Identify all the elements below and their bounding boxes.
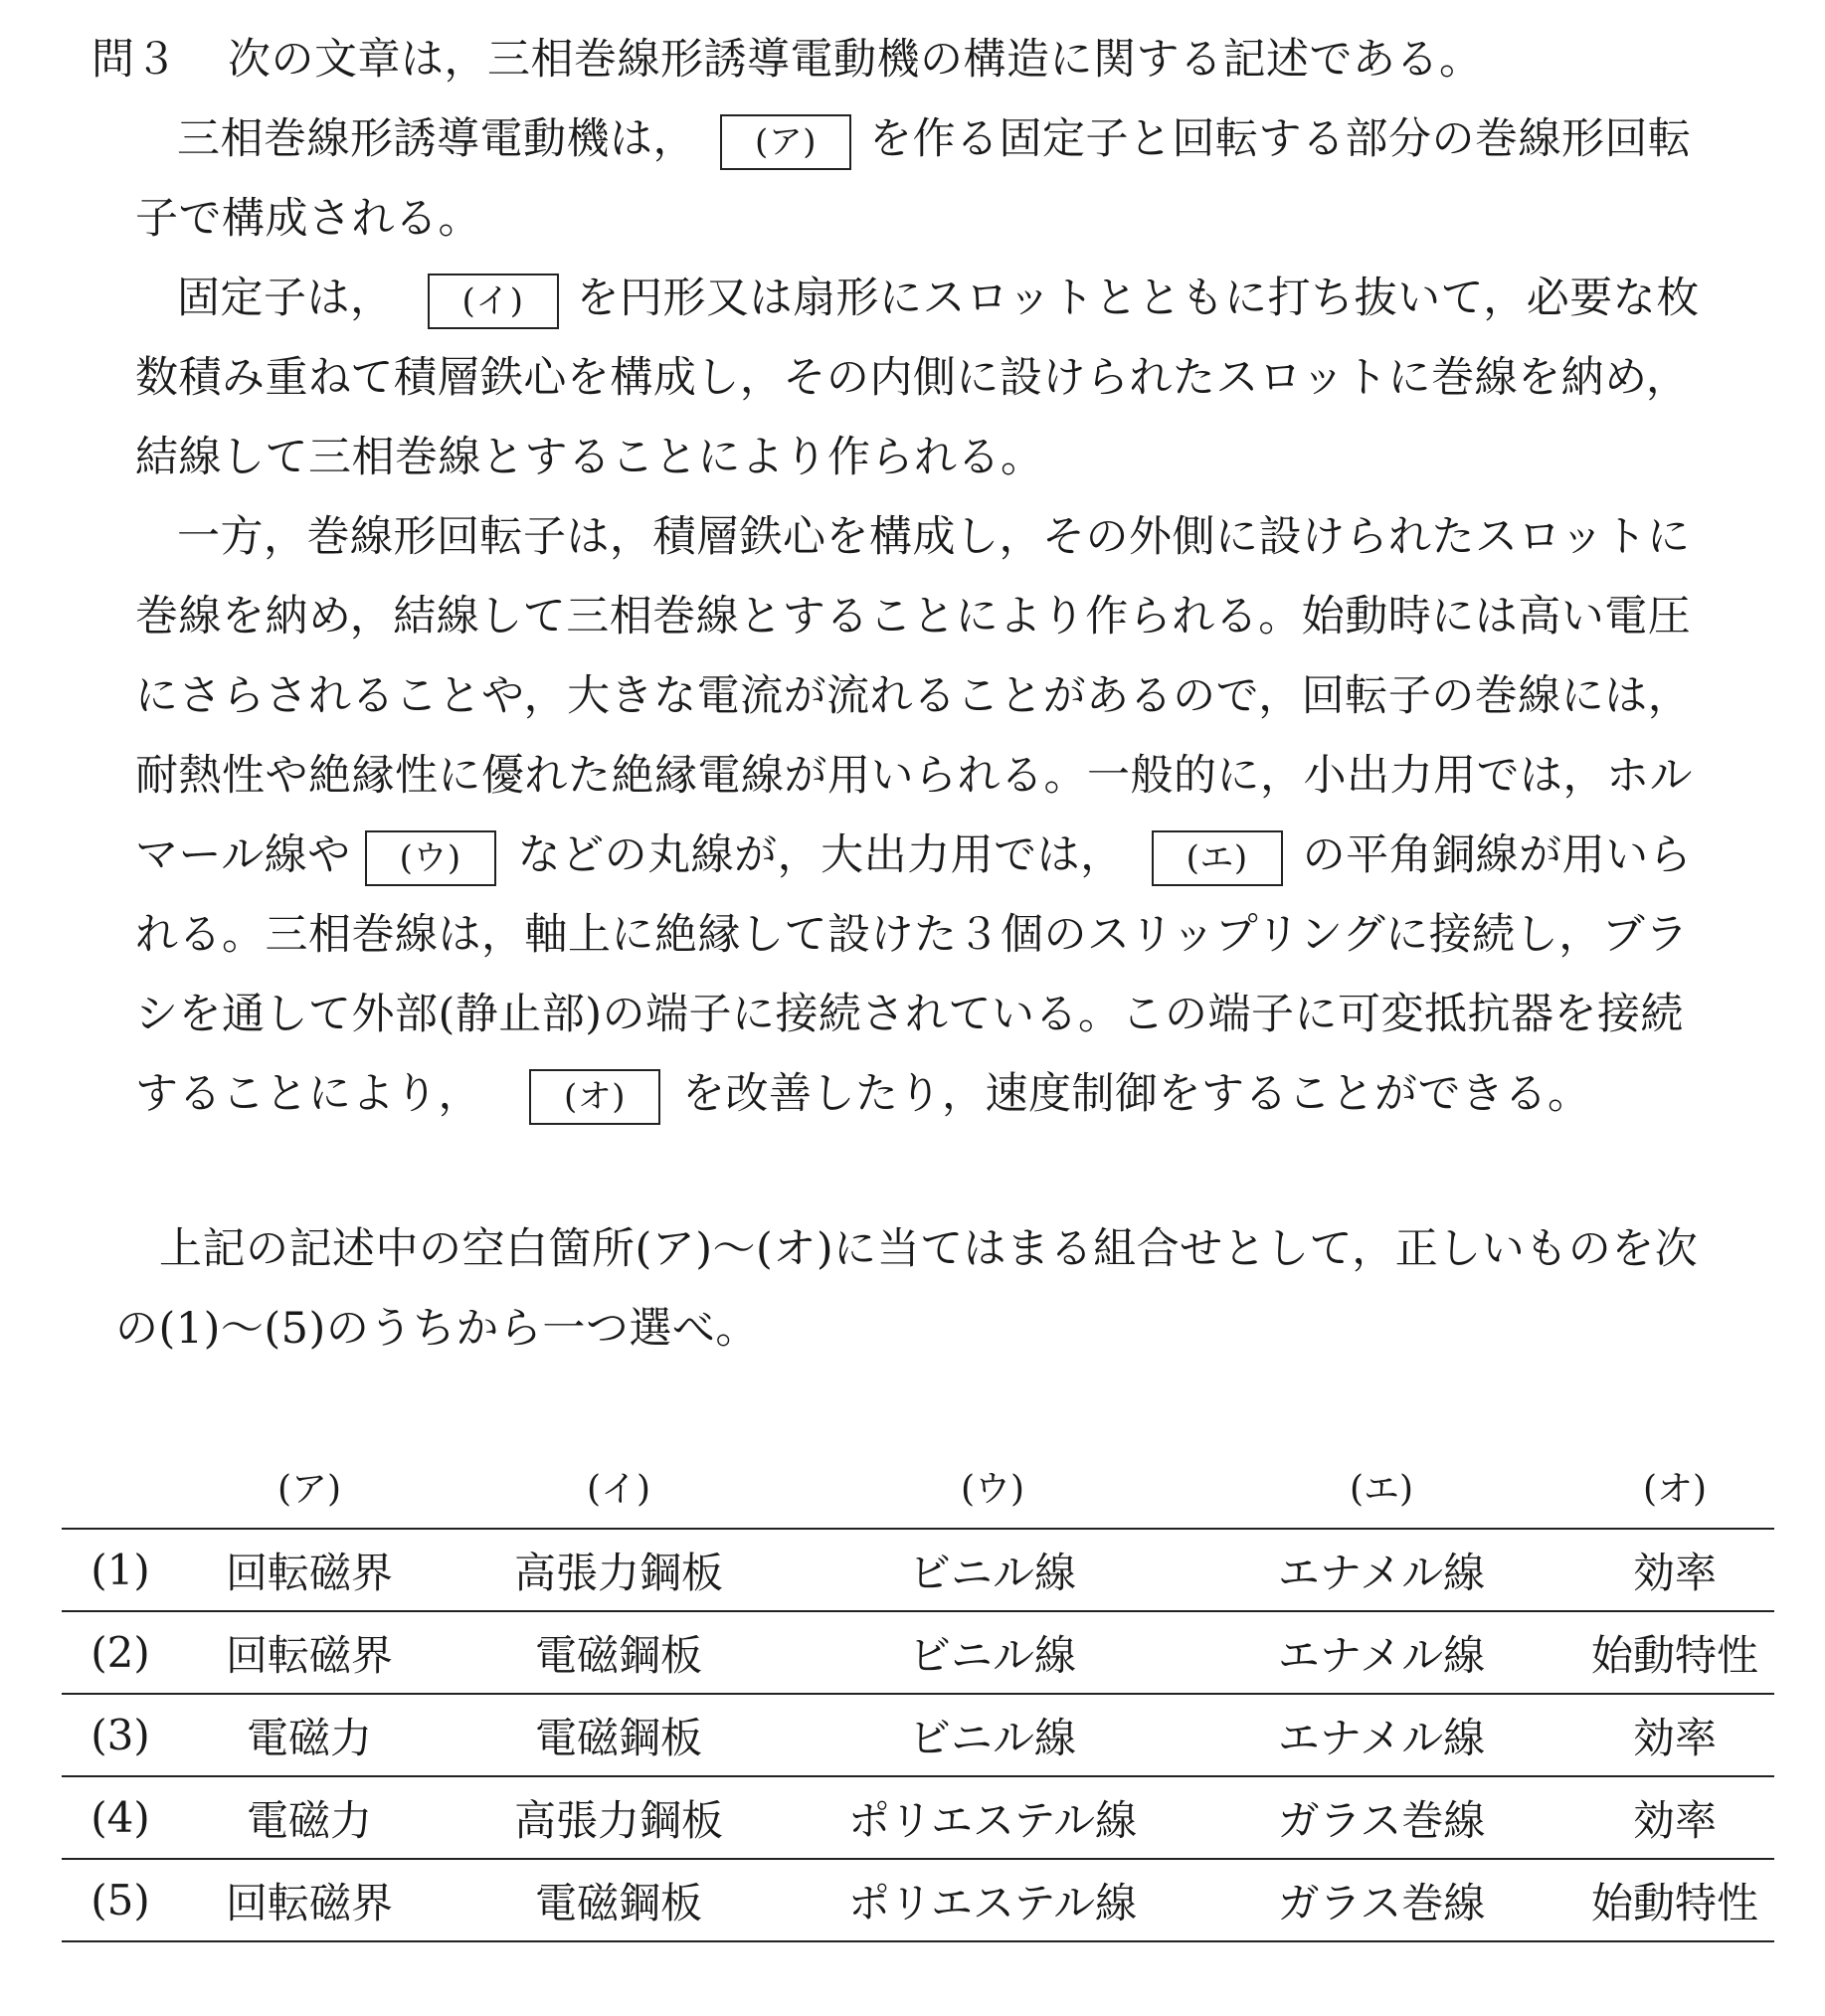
paragraph2-text-b: を円形又は扇形にスロットとともに打ち抜いて，必要な枚 [576, 274, 1700, 323]
blank-o: (オ) [529, 1069, 660, 1125]
paragraph3-text-8b: を改善したり，速度制御をすることができる。 [682, 1069, 1591, 1119]
table-cell: ガラス巻線 [1187, 1776, 1575, 1859]
table-cell: 高張力鋼板 [440, 1776, 798, 1859]
table-header-cell: (イ) [440, 1444, 798, 1529]
blank-e: (エ) [1152, 830, 1283, 886]
table-cell: 効率 [1575, 1776, 1774, 1859]
option-number: (4) [62, 1776, 179, 1859]
question-intro: 次の文章は，三相巻線形誘導電動機の構造に関する記述である。 [228, 35, 1483, 85]
option-number: (3) [62, 1694, 179, 1776]
paragraph2-line3 [135, 428, 1044, 487]
table-cell: 効率 [1575, 1694, 1774, 1776]
paragraph3-line4 [135, 746, 1693, 806]
paragraph2-text-a: 固定子は， [177, 274, 394, 323]
table-cell: 高張力鋼板 [440, 1529, 798, 1611]
table-cell: 電磁力 [179, 1776, 440, 1859]
table-row [62, 1694, 1774, 1776]
table-cell: 電磁鋼板 [440, 1859, 798, 1941]
paragraph3-text-5c: の平角銅線が用いら [1302, 830, 1693, 880]
blank-a: (ア) [720, 114, 851, 170]
table-row [62, 1611, 1774, 1694]
instruction-line2 [115, 1299, 759, 1359]
paragraph3-line3 [135, 666, 1691, 726]
answer-table [62, 1444, 1774, 1942]
paragraph3-text-1: 一方，巻線形回転子は，積層鉄心を構成し，その外側に設けられたスロットに [177, 512, 1691, 562]
table-cell: 始動特性 [1575, 1859, 1774, 1941]
table-cell: 電磁鋼板 [440, 1611, 798, 1694]
table-cell: エナメル線 [1187, 1694, 1575, 1776]
paragraph3-line6 [135, 905, 1689, 965]
paragraph1-line2 [135, 189, 481, 249]
paragraph3-line1 [177, 507, 1691, 567]
paragraph3-text-5a: マール線や [135, 830, 351, 880]
paragraph1-line1 [177, 109, 1692, 170]
table-header-row [62, 1444, 1774, 1529]
table-cell: ポリエステル線 [798, 1776, 1187, 1859]
question-header [91, 30, 1483, 90]
table-cell: ビニル線 [798, 1611, 1187, 1694]
table-cell: 電磁力 [179, 1694, 440, 1776]
paragraph3-text-3: にさらされることや，大きな電流が流れることがあるので，回転子の巻線には， [135, 671, 1692, 721]
paragraph1-text-a: 三相巻線形誘導電動機は， [177, 114, 696, 164]
paragraph2-line1 [177, 269, 1700, 329]
option-number: (5) [62, 1859, 179, 1941]
option-number: (2) [62, 1611, 179, 1694]
table-cell: 始動特性 [1575, 1611, 1774, 1694]
paragraph3-text-2: 巻線を納め，結線して三相巻線とすることにより作られる。始動時には高い電圧 [135, 592, 1692, 641]
table-row [62, 1529, 1774, 1611]
table-cell: 回転磁界 [179, 1529, 440, 1611]
table-cell: エナメル線 [1187, 1529, 1575, 1611]
instruction-text-2: の(1)～(5)のうちから一つ選べ。 [115, 1304, 759, 1354]
table-cell: 回転磁界 [179, 1859, 440, 1941]
table-cell: 効率 [1575, 1529, 1774, 1611]
instruction-text-1: 上記の記述中の空白箇所(ア)～(オ)に当てはまる組合せとして，正しいものを次 [159, 1224, 1699, 1274]
paragraph3-text-6: れる。三相巻線は，軸上に絶縁して設けた３個のスリップリングに接続し，ブラ [135, 910, 1689, 960]
table-cell: ビニル線 [798, 1694, 1187, 1776]
table-header-cell [62, 1444, 179, 1529]
table-cell: エナメル線 [1187, 1611, 1575, 1694]
paragraph3-line7 [135, 985, 1684, 1044]
paragraph2-text-c: 数積み重ねて積層鉄心を構成し，その内側に設けられたスロットに巻線を納め， [135, 353, 1690, 403]
table-row [62, 1776, 1774, 1859]
blank-u: (ウ) [365, 830, 496, 886]
table-header-cell: (ア) [179, 1444, 440, 1529]
table-header-cell: (エ) [1187, 1444, 1575, 1529]
table-cell: 回転磁界 [179, 1611, 440, 1694]
paragraph3-text-7: シを通して外部(静止部)の端子に接続されている。この端子に可変抵抗器を接続 [135, 990, 1685, 1039]
paragraph1-text-c: 子で構成される。 [135, 194, 481, 244]
table-cell: ポリエステル線 [798, 1859, 1187, 1941]
paragraph1-text-b: を作る固定子と回転する部分の巻線形回転 [869, 114, 1692, 164]
table-cell: ガラス巻線 [1187, 1859, 1575, 1941]
paragraph3-line5 [135, 825, 1692, 886]
question-number: 問３ [91, 35, 178, 85]
table-header-cell: (オ) [1575, 1444, 1774, 1529]
option-number: (1) [62, 1529, 179, 1611]
blank-i: (イ) [428, 274, 559, 329]
table-header-cell: (ウ) [798, 1444, 1187, 1529]
paragraph3-text-4: 耐熱性や絶縁性に優れた絶縁電線が用いられる。一般的に，小出力用では，ホル [135, 751, 1693, 801]
paragraph2-text-d: 結線して三相巻線とすることにより作られる。 [135, 433, 1044, 482]
paragraph3-text-5b: などの丸線が，大出力用では， [517, 830, 1124, 880]
paragraph3-line2 [135, 587, 1691, 646]
paragraph2-line2 [135, 348, 1689, 408]
table-cell: ビニル線 [798, 1529, 1187, 1611]
paragraph3-line8 [135, 1064, 1591, 1125]
paragraph3-text-8a: することにより， [135, 1069, 481, 1119]
table-cell: 電磁鋼板 [440, 1694, 798, 1776]
table-row [62, 1859, 1774, 1941]
instruction-line1 [159, 1219, 1698, 1279]
